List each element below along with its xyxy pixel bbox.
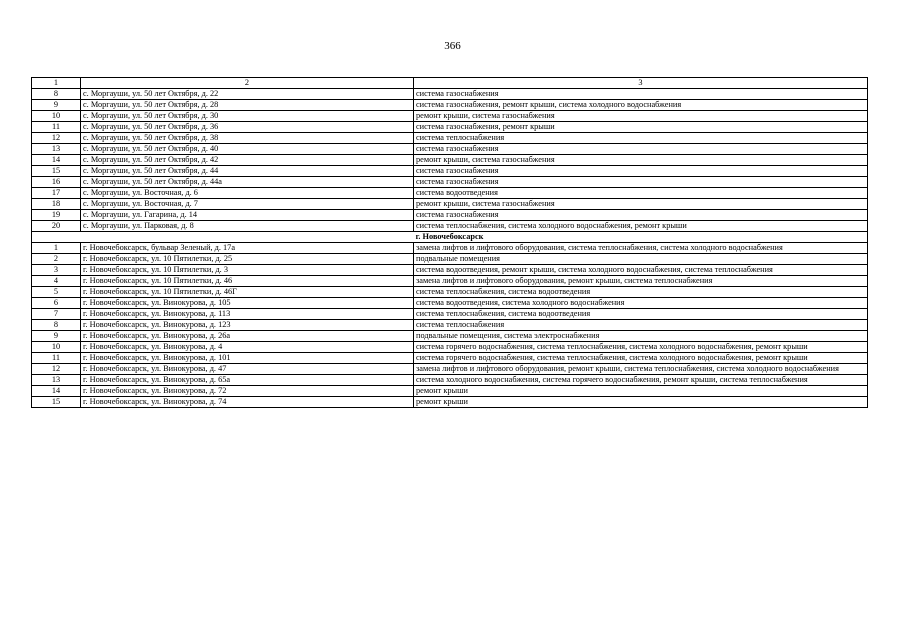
works-cell: система газоснабжения	[414, 177, 868, 188]
address-cell: с. Моргауши, ул. 50 лет Октября, д. 36	[81, 122, 414, 133]
row-number-cell: 12	[32, 133, 81, 144]
address-cell: г. Новочебоксарск, бульвар Зеленый, д. 17а	[81, 243, 414, 254]
address-cell: с. Моргауши, ул. 50 лет Октября, д. 44а	[81, 177, 414, 188]
table-row	[32, 386, 868, 397]
row-number-cell: 14	[32, 386, 81, 397]
table-row	[32, 177, 868, 188]
table-row	[32, 144, 868, 155]
table-row	[32, 155, 868, 166]
address-cell: с. Моргауши, ул. 50 лет Октября, д. 44	[81, 166, 414, 177]
works-cell: система теплоснабжения, система водоотведения	[414, 309, 868, 320]
works-cell: ремонт крыши, система газоснабжения	[414, 199, 868, 210]
address-cell: г. Новочебоксарск, ул. Винокурова, д. 26а	[81, 331, 414, 342]
row-number-cell: 14	[32, 155, 81, 166]
address-cell: с. Моргауши, ул. 50 лет Октября, д. 42	[81, 155, 414, 166]
works-cell: система водоотведения	[414, 188, 868, 199]
row-number-cell: 11	[32, 122, 81, 133]
address-cell: с. Моргауши, ул. 50 лет Октября, д. 38	[81, 133, 414, 144]
header-cell-2: 2	[81, 78, 414, 89]
works-cell: ремонт крыши	[414, 397, 868, 408]
works-cell: система теплоснабжения, система водоотведения	[414, 287, 868, 298]
section-title: г. Новочебоксарск	[32, 232, 868, 243]
table-row	[32, 353, 868, 364]
works-cell: система теплоснабжения, система холодного водоснабжения, ремонт крыши	[414, 221, 868, 232]
address-cell: г. Новочебоксарск, ул. 10 Пятилетки, д. 3	[81, 265, 414, 276]
address-cell: г. Новочебоксарск, ул. 10 Пятилетки, д. 46	[81, 276, 414, 287]
address-cell: г. Новочебоксарск, ул. Винокурова, д. 65а	[81, 375, 414, 386]
table-row	[32, 375, 868, 386]
row-number-cell: 5	[32, 287, 81, 298]
works-cell: система водоотведения, система холодного водоснабжения	[414, 298, 868, 309]
table-row	[32, 265, 868, 276]
works-cell: система холодного водоснабжения, система горячего водоснабжения, ремонт крыши, система теплоснабжения	[414, 375, 868, 386]
table-row	[32, 298, 868, 309]
row-number-cell: 3	[32, 265, 81, 276]
address-cell: с. Моргауши, ул. Восточная, д. 6	[81, 188, 414, 199]
row-number-cell: 9	[32, 100, 81, 111]
works-cell: система водоотведения, ремонт крыши, система холодного водоснабжения, система теплоснабжения	[414, 265, 868, 276]
works-cell: ремонт крыши	[414, 386, 868, 397]
header-cell-1: 1	[32, 78, 81, 89]
works-cell: подвальные помещения	[414, 254, 868, 265]
row-number-cell: 12	[32, 364, 81, 375]
table-row	[32, 122, 868, 133]
table-row	[32, 221, 868, 232]
address-cell: с. Моргауши, ул. Восточная, д. 7	[81, 199, 414, 210]
row-number-cell: 19	[32, 210, 81, 221]
works-cell: система горячего водоснабжения, система теплоснабжения, система холодного водоснабжения, ремонт крыши	[414, 342, 868, 353]
address-cell: г. Новочебоксарск, ул. Винокурова, д. 74	[81, 397, 414, 408]
address-cell: г. Новочебоксарск, ул. Винокурова, д. 72	[81, 386, 414, 397]
works-cell: замена лифтов и лифтового оборудования, система теплоснабжения, система холодного водоснабжения	[414, 243, 868, 254]
works-cell: система горячего водоснабжения, система теплоснабжения, система холодного водоснабжения, ремонт крыши	[414, 353, 868, 364]
header-cell-3: 3	[414, 78, 868, 89]
row-number-cell: 10	[32, 342, 81, 353]
works-cell: замена лифтов и лифтового оборудования, ремонт крыши, система теплоснабжения, система холодного водоснабжения	[414, 364, 868, 375]
row-number-cell: 10	[32, 111, 81, 122]
address-cell: с. Моргауши, ул. 50 лет Октября, д. 30	[81, 111, 414, 122]
address-cell: г. Новочебоксарск, ул. Винокурова, д. 113	[81, 309, 414, 320]
section-header-row	[32, 232, 868, 243]
row-number-cell: 15	[32, 397, 81, 408]
table-row	[32, 309, 868, 320]
works-cell: замена лифтов и лифтового оборудования, ремонт крыши, система теплоснабжения	[414, 276, 868, 287]
row-number-cell: 13	[32, 375, 81, 386]
table-body	[32, 78, 868, 408]
address-cell: г. Новочебоксарск, ул. 10 Пятилетки, д. 25	[81, 254, 414, 265]
address-cell: г. Новочебоксарск, ул. 10 Пятилетки, д. 46Г	[81, 287, 414, 298]
row-number-cell: 18	[32, 199, 81, 210]
address-cell: г. Новочебоксарск, ул. Винокурова, д. 123	[81, 320, 414, 331]
row-number-cell: 13	[32, 144, 81, 155]
table-row	[32, 331, 868, 342]
row-number-cell: 11	[32, 353, 81, 364]
table-row	[32, 254, 868, 265]
row-number-cell: 9	[32, 331, 81, 342]
works-cell: система теплоснабжения	[414, 133, 868, 144]
repair-registry-table	[31, 77, 868, 408]
works-cell: система газоснабжения	[414, 210, 868, 221]
row-number-cell: 20	[32, 221, 81, 232]
address-cell: г. Новочебоксарск, ул. Винокурова, д. 47	[81, 364, 414, 375]
table-row	[32, 364, 868, 375]
table-row	[32, 342, 868, 353]
address-cell: г. Новочебоксарск, ул. Винокурова, д. 101	[81, 353, 414, 364]
works-cell: подвальные помещения, система электроснабжения	[414, 331, 868, 342]
table-row	[32, 320, 868, 331]
table-header-row	[32, 78, 868, 89]
address-cell: с. Моргауши, ул. Парковая, д. 8	[81, 221, 414, 232]
table-row	[32, 111, 868, 122]
address-cell: с. Моргауши, ул. 50 лет Октября, д. 40	[81, 144, 414, 155]
page-number: 366	[444, 40, 461, 52]
works-cell: система газоснабжения	[414, 89, 868, 100]
row-number-cell: 15	[32, 166, 81, 177]
row-number-cell: 6	[32, 298, 81, 309]
works-cell: система газоснабжения, ремонт крыши, система холодного водоснабжения	[414, 100, 868, 111]
row-number-cell: 7	[32, 309, 81, 320]
works-cell: система теплоснабжения	[414, 320, 868, 331]
table-row	[32, 287, 868, 298]
address-cell: с. Моргауши, ул. 50 лет Октября, д. 28	[81, 100, 414, 111]
table-row	[32, 199, 868, 210]
row-number-cell: 1	[32, 243, 81, 254]
table-row	[32, 89, 868, 100]
row-number-cell: 4	[32, 276, 81, 287]
works-cell: ремонт крыши, система газоснабжения	[414, 111, 868, 122]
works-cell: ремонт крыши, система газоснабжения	[414, 155, 868, 166]
address-cell: с. Моргауши, ул. Гагарина, д. 14	[81, 210, 414, 221]
works-cell: система газоснабжения	[414, 144, 868, 155]
table-row	[32, 276, 868, 287]
table-row	[32, 243, 868, 254]
works-cell: система газоснабжения, ремонт крыши	[414, 122, 868, 133]
row-number-cell: 16	[32, 177, 81, 188]
table-row	[32, 100, 868, 111]
row-number-cell: 2	[32, 254, 81, 265]
table-row	[32, 188, 868, 199]
row-number-cell: 8	[32, 320, 81, 331]
works-cell: система газоснабжения	[414, 166, 868, 177]
address-cell: с. Моргауши, ул. 50 лет Октября, д. 22	[81, 89, 414, 100]
address-cell: г. Новочебоксарск, ул. Винокурова, д. 105	[81, 298, 414, 309]
address-cell: г. Новочебоксарск, ул. Винокурова, д. 4	[81, 342, 414, 353]
table-row	[32, 166, 868, 177]
table-row	[32, 133, 868, 144]
table-row	[32, 210, 868, 221]
row-number-cell: 17	[32, 188, 81, 199]
table-row	[32, 397, 868, 408]
row-number-cell: 8	[32, 89, 81, 100]
